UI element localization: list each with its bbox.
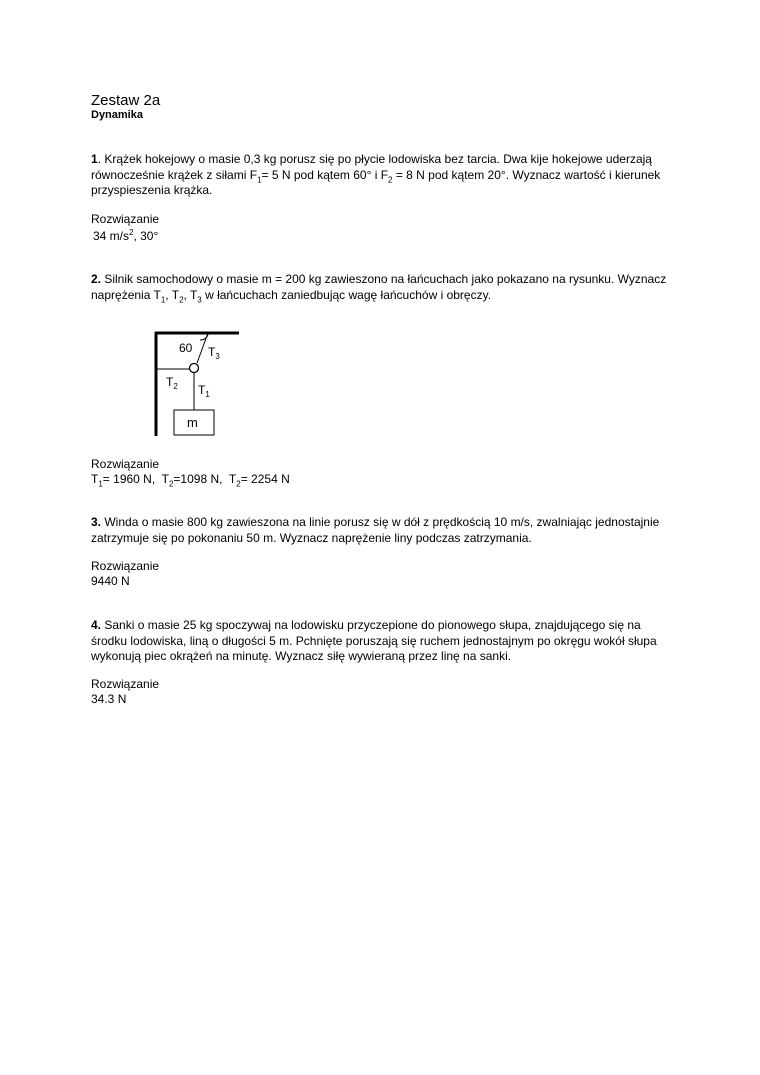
problem-1-answer: 34 $m/s^2$, 30°	[93, 228, 159, 243]
t1-label: $T_1$	[198, 383, 210, 399]
problem-3-number: 3.	[91, 515, 102, 529]
problem-4-answer: 34.3 N	[91, 692, 127, 706]
problem-2-solution-label: Rozwiązanie	[91, 457, 160, 471]
problem-1-number: 1	[91, 152, 98, 166]
problem-4: 4. Sanki o masie 25 kg spoczywaj na lodowisku przyczepione do pionowego słupa, znajdującego się na środku lodowiska, liną o długości 5 m. Pchnięte poruszają się ruchem jednostajnym po okręgu wokół słupa wykonują piec okrążeń na minutę. Wyznacz siłę wywieraną przez linę na sanki.	[91, 618, 657, 663]
problem-3-solution-label: Rozwiązanie	[91, 559, 160, 573]
problem-4-solution-label: Rozwiązanie	[91, 677, 160, 691]
ring	[190, 364, 199, 373]
problem-3-answer: 9440 N	[91, 574, 130, 588]
problem-2-answer: $T_1= 1960$ N, $T_2=1098$ N, $T_2= 2254$ N	[91, 472, 290, 489]
t2-label: $T_2$	[166, 375, 178, 391]
problem-1: 1. Krążek hokejowy o masie 0,3 kg porusz się po płycie lodowiska bez tarcia. Dwa kije hokejowe uderzają równocześnie krążek z siłami $F_1= 5$ N pod kątem 60° i $F_2 = 8$ N pod kątem 20°. Wyznacz wartość i kierunek przyspieszenia krążka.	[91, 152, 661, 197]
page-title: Zestaw 2a	[91, 92, 161, 109]
problem-3: 3. Winda o masie 800 kg zawieszona na linie porusz się w dół z prędkością 10 m/s, zwalniając jednostajnie zatrzymuje się po pokonaniu 50 m. Wyznacz naprężenie liny podczas zatrzymania.	[91, 515, 660, 545]
page-subtitle: Dynamika	[91, 109, 143, 121]
hanging-mass-diagram	[148, 326, 244, 440]
chain-t3	[197, 333, 208, 363]
t3-label: $T_3$	[208, 345, 220, 361]
problem-4-number: 4.	[91, 618, 102, 632]
problem-1-solution-label: Rozwiązanie	[91, 212, 160, 226]
angle-label: 60	[179, 341, 193, 355]
problem-2: 2. Silnik samochodowy o masie m = 200 kg zawieszono na łańcuchach jako pokazano na rysunku. Wyznacz naprężenia $T_1$, $T_2$, $T_3$ w łańcuchach zaniedbując wagę łańcuchów i obręczy.	[91, 272, 667, 304]
problem-2-number: 2.	[91, 272, 102, 286]
mass-label: m	[187, 415, 198, 430]
